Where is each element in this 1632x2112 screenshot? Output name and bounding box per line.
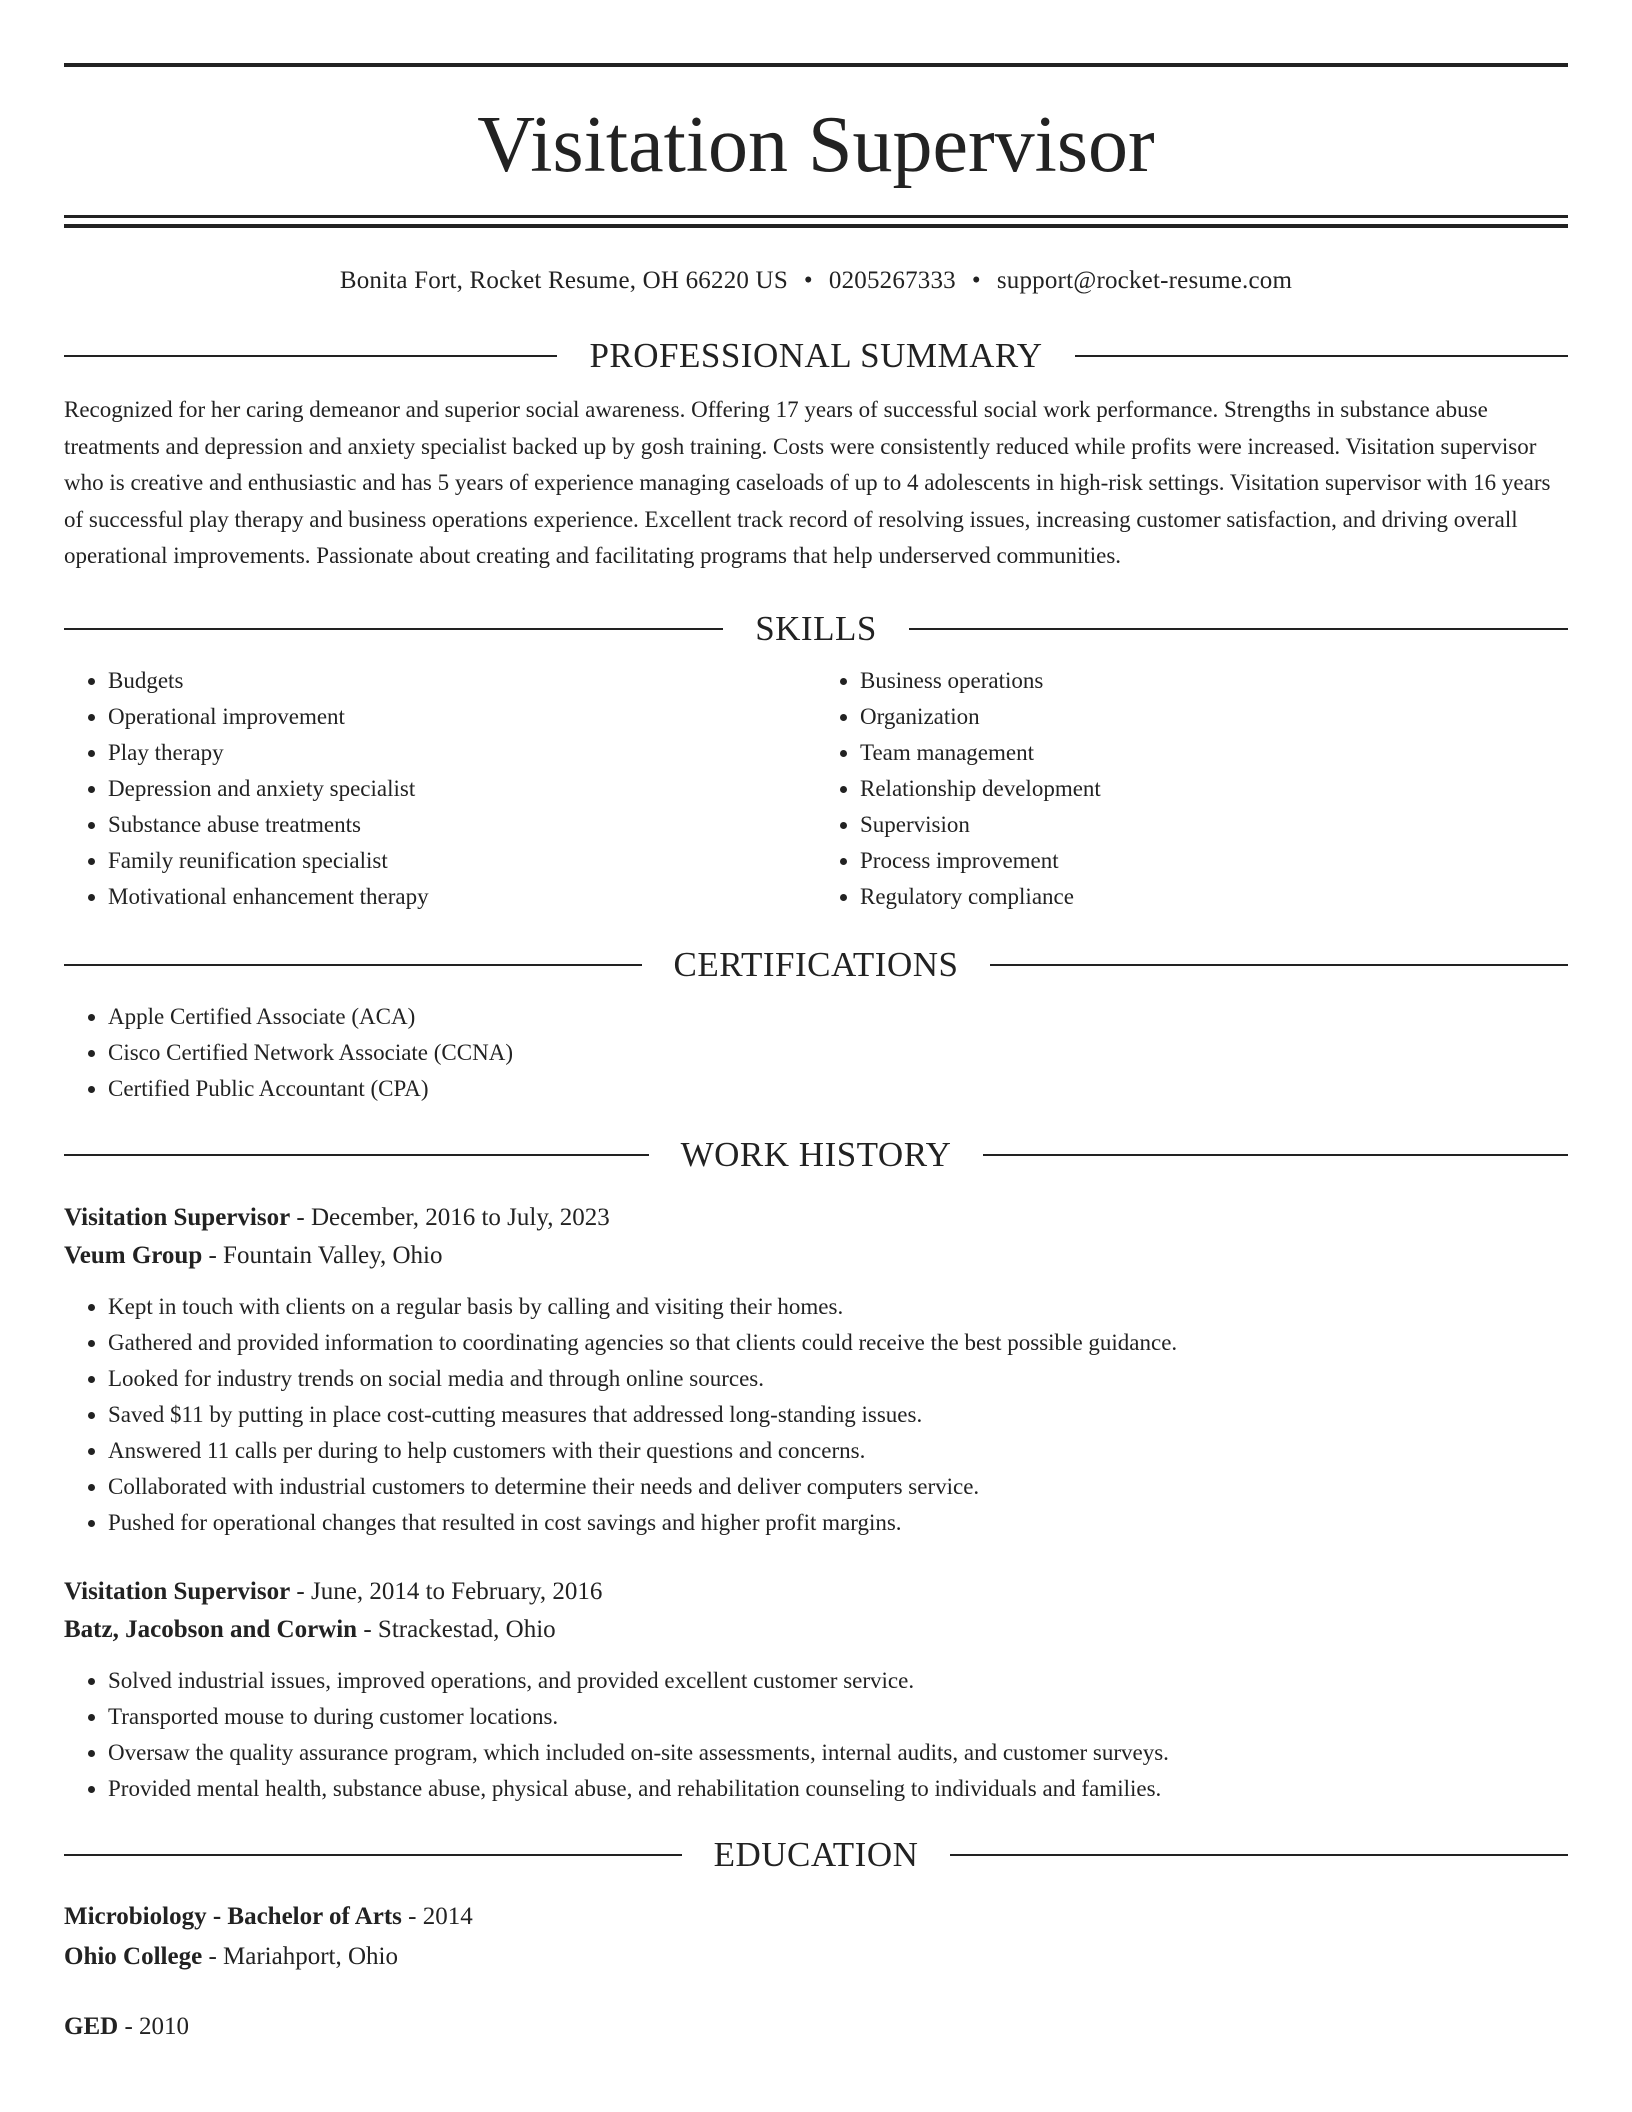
divider-line <box>909 628 1568 630</box>
divider-line <box>950 1854 1568 1856</box>
skill-item: • Team management <box>860 735 1568 771</box>
certification-item: • Certified Public Accountant (CPA) <box>108 1071 1568 1107</box>
section-title-work-history: WORK HISTORY <box>680 1134 952 1174</box>
skill-item: • Process improvement <box>860 843 1568 879</box>
skill-item: • Relationship development <box>860 771 1568 807</box>
job-duty-item: • Pushed for operational changes that resulted in cost savings and higher profit margins. <box>108 1505 1568 1541</box>
skill-item: • Depression and anxiety specialist <box>108 771 816 807</box>
job-duty-item: • Kept in touch with clients on a regular basis by calling and visiting their homes. <box>108 1289 1568 1325</box>
education-degree: GED <box>64 2012 119 2040</box>
section-header-summary <box>64 336 1568 376</box>
section-header-skills <box>64 609 1568 649</box>
job-duty-item: • Transported mouse to during customer locations. <box>108 1699 1568 1735</box>
education-degree: Microbiology - Bachelor of Arts <box>64 1902 402 1930</box>
skill-item: • Business operations <box>860 663 1568 699</box>
certification-item: • Apple Certified Associate (ACA) <box>108 999 1568 1035</box>
divider-line <box>64 628 723 630</box>
job-company-line <box>64 1611 1568 1649</box>
job-duty-item: • Saved $11 by putting in place cost-cutting measures that addressed long-standing issues. <box>108 1397 1568 1433</box>
section-header-certifications <box>64 945 1568 985</box>
education-school-line <box>64 1937 1568 1977</box>
education-year: - 2014 <box>401 1902 473 1930</box>
skill-item: • Play therapy <box>108 735 816 771</box>
job-duty-item: • Answered 11 calls per during to help customers with their questions and concerns. <box>108 1433 1568 1469</box>
education-entry <box>64 1897 1568 1977</box>
job-location: - Fountain Valley, Ohio <box>202 1241 443 1269</box>
job-duties-list <box>64 1289 1568 1541</box>
job-title-line <box>64 1573 1568 1611</box>
job-duty-item: • Collaborated with industrial customers to determine their needs and deliver computers service. <box>108 1469 1568 1505</box>
contact-separator: • <box>803 267 813 294</box>
skill-item: • Organization <box>860 699 1568 735</box>
divider-line <box>64 1854 682 1856</box>
education-entry <box>64 2007 1568 2047</box>
divider-line <box>990 964 1568 966</box>
summary-text: Recognized for her caring demeanor and superior social awareness. Offering 17 years of successful social work performance. Strengths in substance abuse treatments and depression and anxiety specialist backed up by gosh training. Costs were consistently reduced while profits were increased. Visitation supervisor who is creative and enthusiastic and has 5 years of experience managing caseloads of up to 4 adolescents in high-risk settings. Visitation supervisor with 16 years of successful play therapy and business operations experience. Excellent track record of resolving issues, increasing customer satisfaction, and driving overall operational improvements. Passionate about creating and facilitating programs that help underserved communities. <box>64 397 1551 568</box>
job-entry <box>64 1573 1568 1807</box>
section-title-summary: PROFESSIONAL SUMMARY <box>589 336 1043 375</box>
divider-line <box>64 1154 649 1156</box>
divider-line <box>64 964 642 966</box>
resume-title: Visitation Supervisor <box>477 101 1155 189</box>
skill-item: • Motivational enhancement therapy <box>108 879 816 915</box>
job-duty-item: • Looked for industry trends on social media and through online sources. <box>108 1361 1568 1397</box>
skills-column-right <box>816 663 1568 915</box>
skill-item: • Supervision <box>860 807 1568 843</box>
education-degree-line <box>64 2007 1568 2047</box>
job-duty-item: • Oversaw the quality assurance program, which included on-site assessments, internal audits, and customer surveys. <box>108 1735 1568 1771</box>
job-dates: - December, 2016 to July, 2023 <box>290 1203 610 1231</box>
section-title-education: EDUCATION <box>713 1834 919 1874</box>
divider-line <box>64 355 557 357</box>
job-duties-list <box>64 1663 1568 1807</box>
skill-item: • Substance abuse treatments <box>108 807 816 843</box>
contact-separator: • <box>971 267 981 294</box>
top-rule <box>64 63 1568 67</box>
education-school: Ohio College <box>64 1942 203 1970</box>
job-title: Visitation Supervisor <box>64 1577 291 1605</box>
job-location: - Strackestad, Ohio <box>357 1615 556 1643</box>
contact-line <box>64 264 1568 298</box>
skill-item: • Operational improvement <box>108 699 816 735</box>
education-degree-line <box>64 1897 1568 1937</box>
section-title-certifications: CERTIFICATIONS <box>673 944 959 984</box>
job-dates: - June, 2014 to February, 2016 <box>290 1577 603 1605</box>
skill-item: • Family reunification specialist <box>108 843 816 879</box>
certification-item: • Cisco Certified Network Associate (CCNA) <box>108 1035 1568 1071</box>
job-duty-item: • Provided mental health, substance abuse, physical abuse, and rehabilitation counseling to individuals and families. <box>108 1771 1568 1807</box>
education-year: - 2010 <box>118 2012 190 2040</box>
section-header-work-history <box>64 1135 1568 1175</box>
job-entry <box>64 1199 1568 1541</box>
certifications-list <box>64 999 1568 1107</box>
divider-line <box>983 1154 1568 1156</box>
job-company-line <box>64 1237 1568 1275</box>
skills-list <box>64 649 1568 915</box>
job-duty-item: • Gathered and provided information to coordinating agencies so that clients could receive the best possible guidance. <box>108 1325 1568 1361</box>
job-company: Veum Group <box>64 1241 203 1269</box>
resume-page <box>64 0 1568 2047</box>
job-duty-item: • Solved industrial issues, improved operations, and provided excellent customer service. <box>108 1663 1568 1699</box>
title-double-rule <box>64 215 1568 228</box>
job-company: Batz, Jacobson and Corwin <box>64 1615 358 1643</box>
contact-email: support@rocket-resume.com <box>996 267 1293 294</box>
contact-phone: 0205267333 <box>828 267 956 294</box>
job-title: Visitation Supervisor <box>64 1203 291 1231</box>
skills-column-left <box>64 663 816 915</box>
education-location: - Mariahport, Ohio <box>202 1942 398 1970</box>
skill-item: • Regulatory compliance <box>860 879 1568 915</box>
contact-address: Bonita Fort, Rocket Resume, OH 66220 US <box>339 267 788 294</box>
section-header-education <box>64 1835 1568 1875</box>
skill-item: • Budgets <box>108 663 816 699</box>
section-title-skills: SKILLS <box>755 608 877 648</box>
divider-line <box>1075 355 1568 357</box>
job-title-line <box>64 1199 1568 1237</box>
